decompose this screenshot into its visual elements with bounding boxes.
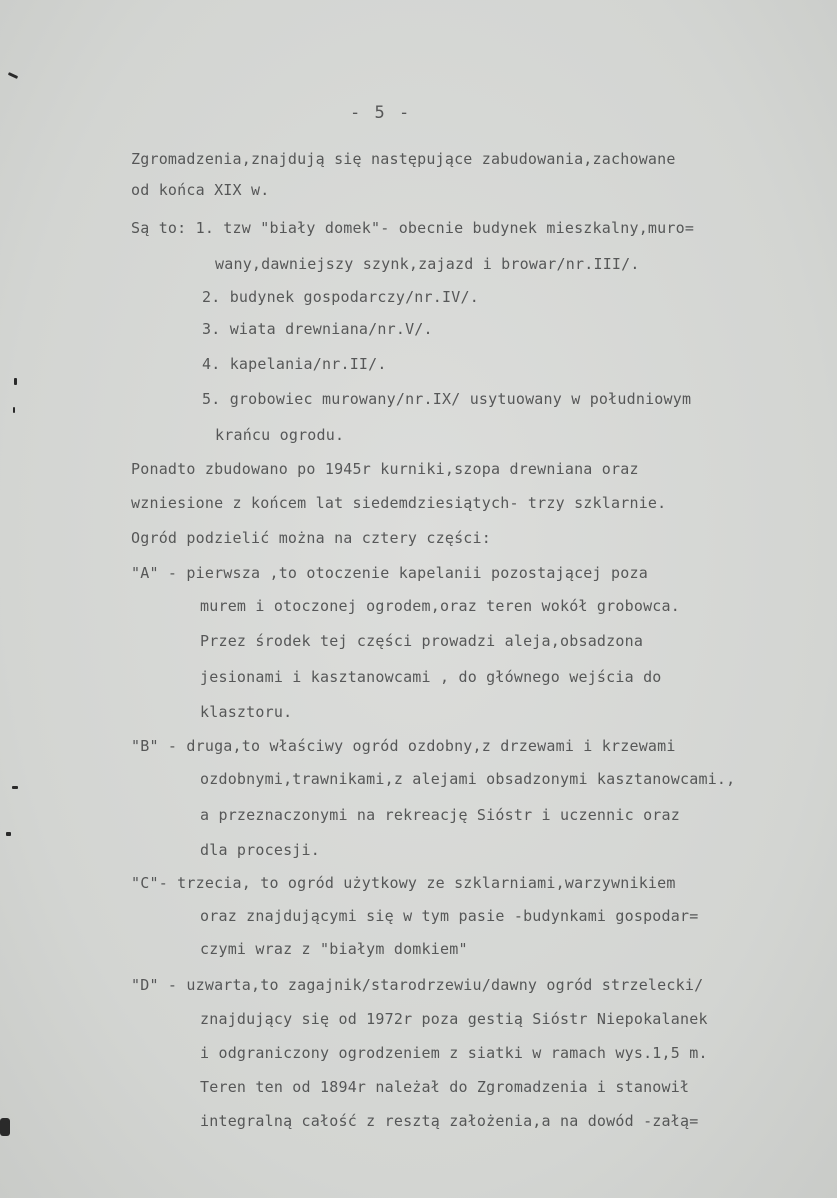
- text-line: a przeznaczonymi na rekreację Sióstr i uczennic oraz: [200, 806, 680, 824]
- text-line: Ponadto zbudowano po 1945r kurniki,szopa drewniana oraz: [131, 460, 639, 478]
- text-line: Przez środek tej części prowadzi aleja,obsadzona: [200, 632, 644, 650]
- text-line: ozdobnymi,trawnikami,z alejami obsadzonymi kasztanowcami.,: [200, 770, 736, 788]
- text-line: wany,dawniejszy szynk,zajazd i browar/nr.III/.: [215, 255, 640, 273]
- scan-mark: [14, 378, 17, 385]
- page-number: - 5 -: [350, 103, 412, 123]
- scan-mark: [6, 832, 11, 836]
- section-heading: "D" - uzwarta,to zagajnik/starodrzewiu/dawny ogród strzelecki/: [131, 976, 704, 994]
- text-line: wzniesione z końcem lat siedemdziesiątych- trzy szklarnie.: [131, 494, 667, 512]
- text-line: krańcu ogrodu.: [215, 426, 345, 444]
- list-item: 4. kapelania/nr.II/.: [202, 355, 387, 373]
- text-line: od końca XIX w.: [131, 181, 270, 199]
- text-line: dla procesji.: [200, 841, 320, 859]
- section-heading: "C"- trzecia, to ogród użytkowy ze szklarniami,warzywnikiem: [131, 874, 676, 892]
- text-line: czymi wraz z "białym domkiem": [200, 940, 468, 958]
- section-heading: "B" - druga,to właściwy ogród ozdobny,z drzewami i krzewami: [131, 737, 676, 755]
- text-line: Zgromadzenia,znajdują się następujące zabudowania,zachowane: [131, 150, 676, 168]
- list-item: 2. budynek gospodarczy/nr.IV/.: [202, 288, 479, 306]
- scan-mark: [0, 1118, 10, 1136]
- scan-mark: [13, 407, 15, 413]
- text-line: oraz znajdującymi się w tym pasie -budynkami gospodar=: [200, 907, 699, 925]
- text-line: Teren ten od 1894r należał do Zgromadzenia i stanowił: [200, 1078, 690, 1096]
- list-item: 3. wiata drewniana/nr.V/.: [202, 320, 433, 338]
- list-item: 5. grobowiec murowany/nr.IX/ usytuowany w południowym: [202, 390, 692, 408]
- text-line: integralną całość z resztą założenia,a na dowód -załą=: [200, 1112, 699, 1130]
- text-line: jesionami i kasztanowcami , do głównego wejścia do: [200, 668, 662, 686]
- section-heading: "A" - pierwsza ,to otoczenie kapelanii pozostającej poza: [131, 564, 648, 582]
- scan-mark: [8, 72, 18, 79]
- text-line: klasztoru.: [200, 703, 293, 721]
- text-line: Są to: 1. tzw "biały domek"- obecnie budynek mieszkalny,muro=: [131, 219, 695, 237]
- scan-mark: [12, 786, 18, 789]
- text-line: i odgraniczony ogrodzeniem z siatki w ramach wys.1,5 m.: [200, 1044, 708, 1062]
- text-line: murem i otoczonej ogrodem,oraz teren wokół grobowca.: [200, 597, 680, 615]
- text-line: znajdujący się od 1972r poza gestią Sióstr Niepokalanek: [200, 1010, 708, 1028]
- text-line: Ogród podzielić można na cztery części:: [131, 529, 491, 547]
